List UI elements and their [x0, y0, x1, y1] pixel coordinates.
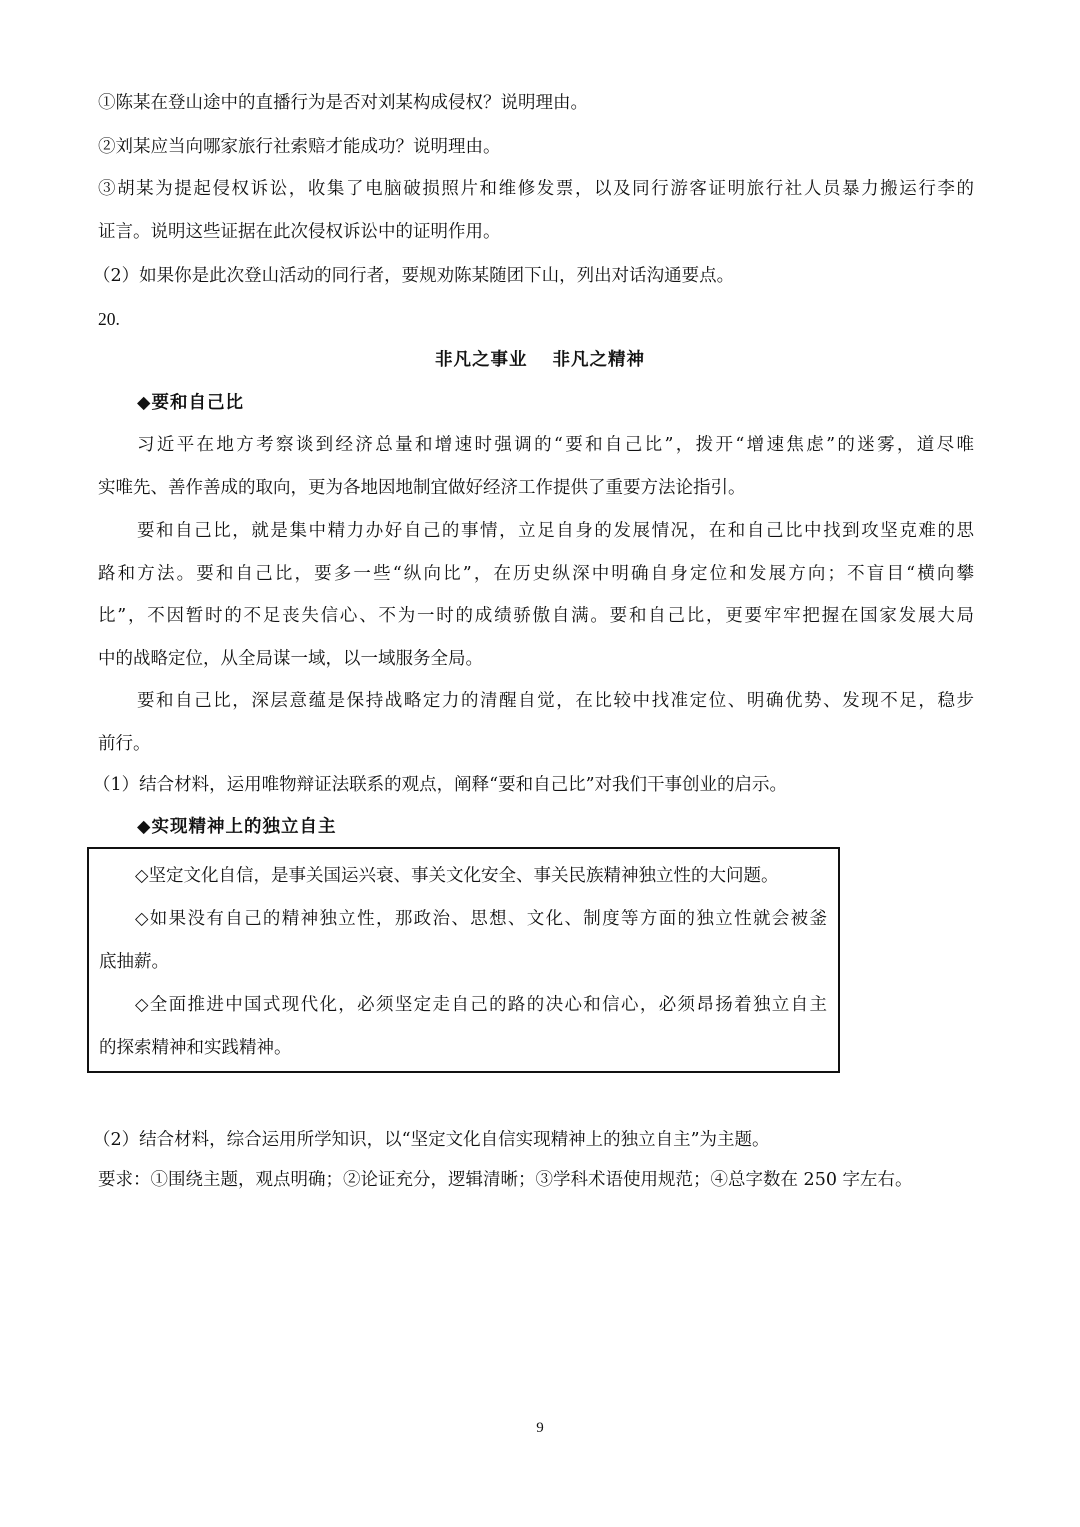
material-line-2: ◇如果没有自己的精神独立性，那政治、思想、文化、制度等方面的独立性就会被釜: [135, 909, 827, 929]
part1-paragraph-1-cont: 实唯先、善作善成的取向，更为各地因地制宜做好经济工作提供了重要方法论指引。: [98, 478, 746, 498]
question-19-2: ②刘某应当向哪家旅行社索赔才能成功？说明理由。: [98, 137, 501, 157]
page-number: 9: [536, 1420, 544, 1436]
material-line-2-cont: 底抽薪。: [99, 952, 169, 972]
part1-paragraph-1: 习近平在地方考察谈到经济总量和增速时强调的“要和自己比”，拨开“增速焦虑”的迷雾，道尽唯: [137, 435, 974, 455]
material-line-3-cont: 的探索精神和实践精神。: [99, 1038, 292, 1058]
question-number: 20.: [98, 309, 120, 329]
material-box: [87, 847, 840, 1073]
part1-paragraph-3-cont: 前行。: [98, 734, 151, 754]
part1-paragraph-3: 要和自己比，深层意蕴是保持战略定力的清醒自觉，在比较中找准定位、明确优势、发现不足，稳步: [137, 691, 974, 711]
part2-requirements: 要求：①围绕主题，观点明确；②论证充分，逻辑清晰；③学科术语使用规范；④总字数在 250 字左右。: [98, 1170, 913, 1190]
question-19-1: ①陈某在登山途中的直播行为是否对刘某构成侵权？说明理由。: [98, 93, 588, 113]
question-19-3-cont: 证言。说明这些证据在此次侵权诉讼中的证明作用。: [98, 222, 501, 242]
material-line-3: ◇全面推进中国式现代化，必须坚定走自己的路的决心和信心，必须昂扬着独立自主: [135, 995, 827, 1015]
part1-heading: ◆要和自己比: [137, 393, 244, 413]
question-19-3: ③胡某为提起侵权诉讼，收集了电脑破损照片和维修发票，以及同行游客证明旅行社人员暴力搬运行李的: [98, 179, 974, 199]
part1-paragraph-2-cont3: 中的战略定位，从全局谋一域，以一域服务全局。: [98, 649, 483, 669]
section-title: 非凡之事业 非凡之精神: [434, 350, 646, 370]
part2-heading: ◆实现精神上的独立自主: [137, 817, 337, 837]
material-line-1: ◇坚定文化自信，是事关国运兴衰、事关文化安全、事关民族精神独立性的大问题。: [135, 866, 779, 886]
part1-paragraph-2-cont2: 比”，不因暂时的不足丧失信心、不为一时的成绩骄傲自满。要和自己比，更要牢牢把握在国家发展大局: [98, 606, 974, 626]
question-19-part2: （2）如果你是此次登山活动的同行者，要规劝陈某随团下山，列出对话沟通要点。: [93, 266, 735, 286]
part1-paragraph-2-cont1: 路和方法。要和自己比，要多一些“纵向比”，在历史纵深中明确自身定位和发展方向；不盲目“横向攀: [98, 564, 974, 584]
part2-question: （2）结合材料，综合运用所学知识，以“坚定文化自信实现精神上的独立自主”为主题。: [93, 1130, 770, 1150]
part1-question: （1）结合材料，运用唯物辩证法联系的观点，阐释“要和自己比”对我们干事创业的启示。: [93, 775, 788, 795]
part1-paragraph-2: 要和自己比，就是集中精力办好自己的事情，立足自身的发展情况，在和自己比中找到攻坚克难的思: [137, 521, 974, 541]
